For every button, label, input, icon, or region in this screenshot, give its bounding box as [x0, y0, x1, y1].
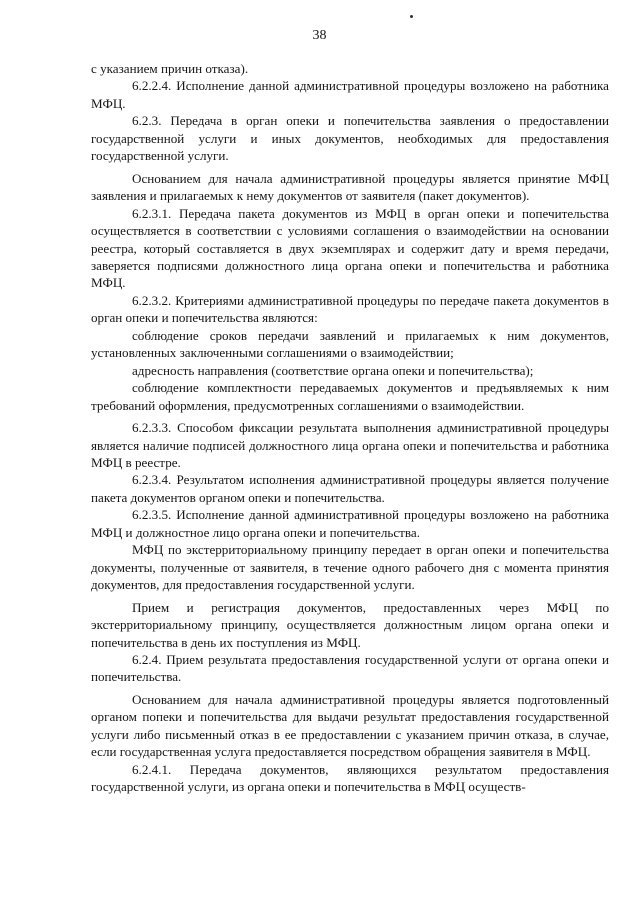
paragraph: 6.2.4. Прием результата предоставления государственной услуги от органа опеки и попечительства. [91, 651, 609, 685]
paragraph: Основанием для начала административной процедуры является принятие МФЦ заявления и прилагаемых к нему документов от заявителя (пакет документов). [91, 170, 609, 204]
paragraph: адресность направления (соответствие органа опеки и попечительства); [132, 362, 534, 378]
paragraph: 6.2.4.1. Передача документов, являющихся результатом предоставления государственной услуги, из органа опеки и попечительства в МФЦ осуществ- [91, 761, 609, 795]
paragraph: соблюдение сроков передачи заявлений и прилагаемых к ним документов, установленных заключенными соглашениями о взаимодействии; [91, 327, 609, 361]
page-number: 38 [312, 28, 327, 43]
paragraph: Прием и регистрация документов, предоставленных через МФЦ по экстерриториальному принципу, осуществляется должностным лицом органа опеки и попечительства в день их поступления из МФЦ. [91, 599, 609, 650]
paragraph: МФЦ по экстерриториальному принципу передает в орган опеки и попечительства документы, полученные от заявителя, в течение одного рабочего дня с момента принятия документов, для предоставления государственной услуги. [91, 542, 609, 593]
paragraph: 6.2.3. Передача в орган опеки и попечительства заявления о предоставлении государственной услуги и иных документов, необходимых для предоставления государственной услуги. [91, 113, 609, 164]
paragraph: 6.2.3.4. Результатом исполнения административной процедуры является получение пакета документов органом опеки и попечительства. [91, 472, 609, 505]
scan-speck [410, 15, 413, 18]
paragraph: 6.2.3.2. Критериями административной процедуры по передаче пакета документов в орган опеки и попечительства являются: [91, 292, 609, 326]
paragraph: 6.2.3.1. Передача пакета документов из МФЦ в орган опеки и попечительства осуществляется в соответствии с условиями соглашения о взаимодействии на основании реестра, который составляется в двух экземплярах и содержит дату и время передачи, заверяется подписями должностного лица органа опеки и попечительства и работника МФЦ. [91, 205, 609, 291]
paragraph: Основанием для начала административной процедуры является подготовленный органом попеки и попечительства для выдачи результат предоставления государственной услуги либо письменный отказ в ее предоставлении с указанием причин отказа, в случае, если государственная услуга предоставляется посредством обращения заявителя в МФЦ. [91, 691, 609, 760]
paragraph: с указанием причин отказа). [91, 61, 249, 76]
paragraph: 6.2.2.4. Исполнение данной административной процедуры возложено на работника МФЦ. [91, 78, 609, 111]
paragraph: соблюдение комплектности передаваемых документов и предъявляемых к ним требований оформления, предусмотренных соглашениями о взаимодействии. [91, 380, 609, 413]
paragraph: 6.2.3.3. Способом фиксации результата выполнения административной процедуры является наличие подписей должностного лица органа опеки и попечительства и работника МФЦ в реестре. [91, 420, 609, 470]
paragraph: 6.2.3.5. Исполнение данной административной процедуры возложено на работника МФЦ и должностное лицо органа опеки и попечительства. [91, 507, 609, 540]
document-body [91, 60, 609, 796]
